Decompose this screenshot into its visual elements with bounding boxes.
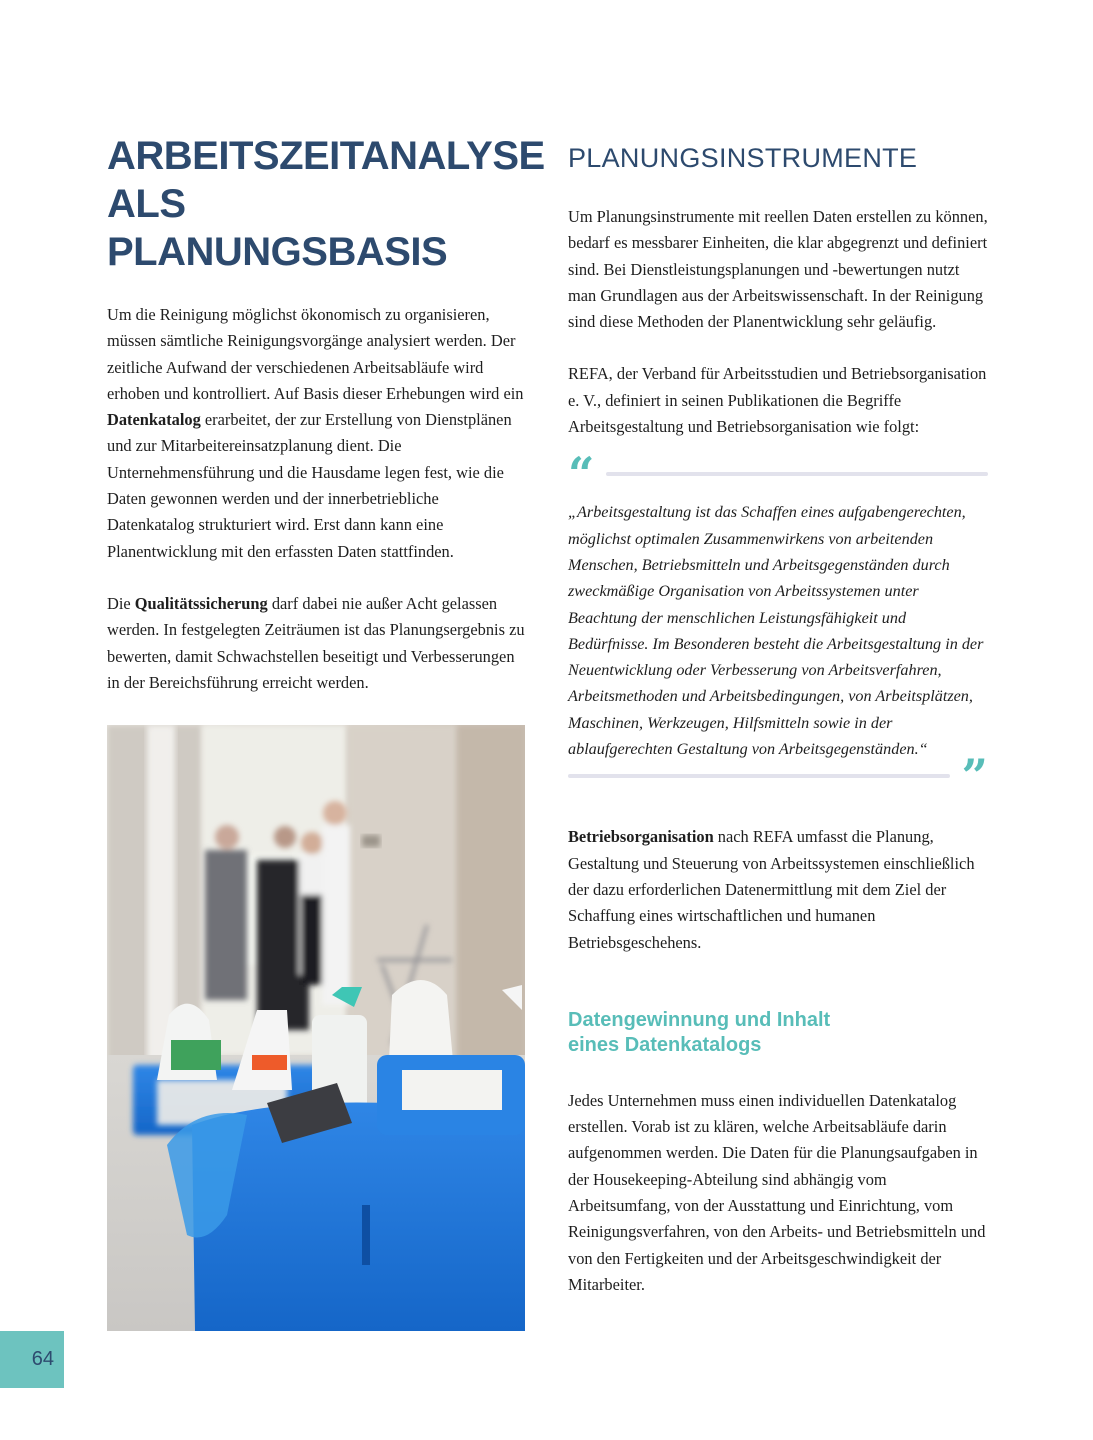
text-segment: Die (107, 593, 135, 613)
betriebsorganisation-paragraph (568, 824, 988, 955)
quote-open-row (568, 447, 988, 502)
section-title-planungsinstrumente: PLANUNGSINSTRUMENTE (568, 143, 918, 173)
text-segment: Um die Reinigung möglichst ökonomisch zu organisieren, müssen sämtliche Reinigungsvorgänge analysiert werden. Der zeitliche Aufwand der verschiedenen Arbeitsabläufe wird erhoben und kontrolliert. Auf Basis dieser Erhebungen wird ein (107, 305, 524, 403)
refa-quote-block (568, 447, 988, 804)
quote-rule-top (606, 472, 988, 476)
planungsinstrumente-paragraph: Um Planungsinstrumente mit reellen Daten erstellen zu können, bedarf es messbarer Einheiten, die klar abgegrenzt und definiert sind. Bei Dienstleistungsplanungen und -bewertungen nutzt man Grundlagen aus der Arbeitswissenschaft. In der Reinigung sind diese Methoden der Planentwicklung sehr geläufig. (568, 207, 988, 332)
cleaning-supplies-photo (107, 725, 525, 1331)
quote-rule-bottom (568, 774, 950, 778)
sub-heading-line-2: eines Datenkatalogs (568, 1033, 762, 1056)
page-number-tab (0, 1331, 64, 1388)
page-title (107, 132, 545, 276)
page-title-line-1: ARBEITSZEITANALYSE (107, 134, 545, 178)
text-segment: darf dabei nie außer Acht gelassen werden. In festgelegten Zeiträumen ist das Planungsergebnis zu bewerten, damit Schwachstellen beseitigt und Verbesserungen in der Bereichsführung erreicht werden. (107, 593, 525, 692)
refa-quote-text: „Arbeitsgestaltung ist das Schaffen eines aufgabengerechten, möglichst optimalen Zusammenwirkens von arbeitenden Menschen, Betriebsmitteln und Arbeitsgegenständen durch zweckmäßige Organisation von Arbeitssystemen unter Beachtung der menschlichen Leistungsfähigkeit und Bedürfnisse. Im Besonderen besteht die Arbeitsgestaltung in der Neuentwicklung oder Verbesserung von Arbeitsverfahren, Arbeitsmethoden und Arbeitsbedingungen, von Arbeitsplätzen, Maschinen, Werkzeugen, Hilfsmitteln sowie in der ablaufgerechten Gestaltung von Arbeitsgegenständen.“ (568, 503, 984, 759)
emphasis-qualitaetssicherung: Qualitätssicherung (134, 593, 268, 613)
sub-heading-line-1: Datengewinnung und Inhalt (568, 1008, 831, 1031)
photo-illustration (107, 725, 525, 1331)
quality-paragraph (107, 591, 527, 696)
open-quote-icon: “ (568, 447, 595, 502)
right-column (568, 140, 988, 1298)
text-segment: nach REFA umfasst die Planung, Gestaltung und Steuerung von Arbeitssystemen einschließlich der dazu erforderlichen Datenermittlung mit dem Ziel der Schaffung eines wirtschaftlichen und humanen Betriebsgeschehens. (568, 827, 975, 952)
page-number: 64 (31, 1348, 54, 1370)
sub-heading-datengewinnung (568, 1008, 988, 1058)
datenkatalog-paragraph: Jedes Unternehmen muss einen individuellen Datenkatalog erstellen. Vorab ist zu klären, welche Arbeitsabläufe darin aufgenommen werden. Die Daten für die Planungsaufgaben in der Housekeeping-Abteilung sind abhängig vom Arbeitsumfang, von der Ausstattung und Einrichtung, vom Reinigungsverfahren, von den Arbeits- und Betriebsmitteln und von den Fertigkeiten und der Arbeitsgeschwindigkeit der Mitarbeiter. (568, 1090, 986, 1294)
intro-paragraph (107, 302, 527, 565)
left-column (107, 132, 545, 696)
text-segment: erarbeitet, der zur Erstellung von Dienstplänen und zur Mitarbeitereinsatzplanung dient. Die Unternehmensführung und die Hausdame legen fest, wie die Daten gewonnen werden und der innerbetriebliche Datenkatalog strukturiert wird. Erst dann kann eine Planentwicklung mit den erfassten Daten stattfinden. (107, 410, 512, 561)
close-quote-icon: ” (961, 749, 988, 804)
page-title-line-2: ALS PLANUNGSBASIS (107, 182, 448, 274)
emphasis-datenkatalog: Datenkatalog (107, 410, 201, 430)
emphasis-betriebsorganisation: Betriebsorganisation (568, 827, 714, 847)
refa-paragraph: REFA, der Verband für Arbeitsstudien und Betriebsorganisation e. V., definiert in seinen Publikationen die Begriffe Arbeitsgestaltung und Betriebsorganisation wie folgt: (568, 364, 987, 437)
quote-close-row (568, 749, 988, 804)
